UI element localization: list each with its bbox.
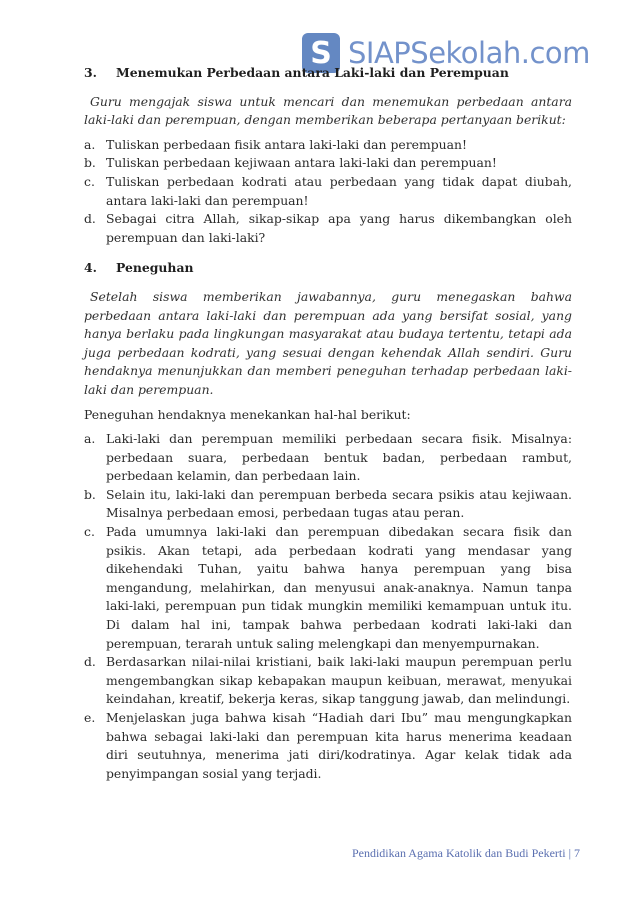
list-item-text: Sebagai citra Allah, sikap-sikap apa yang harus dikembangkan oleh perempuan dan laki-laki?	[106, 211, 572, 245]
list-item-text: Pada umumnya laki-laki dan perempuan dibedakan secara fisik dan psikis. Akan tetapi, ada perbedaan kodrati yang mendasar yang dikehendaki Tuhan, yaitu bahwa hanya perempuan yang bisa mengandung, melahirkan, dan menyusui anak-anaknya. Namun tanpa laki-laki, perempuan pun tidak mungkin memiliki kemampuan untuk itu. Di dalam hal ini, tampak bahwa perbedaan kodrati laki-laki dan perempuan, terarah untuk saling melengkapi dan menyempurnakan.	[106, 524, 572, 651]
list-item	[84, 154, 572, 173]
section-number: 3.	[84, 65, 97, 80]
list-item	[84, 486, 572, 523]
list-marker: b.	[84, 155, 96, 171]
list-item	[84, 173, 572, 210]
list-item-text: Menjelaskan juga bahwa kisah “Hadiah dari Ibu” mau mengungkapkan bahwa sebagai laki-laki dan perempuan kita harus menerima keadaan diri seutuhnya, menerima jati diri/kodratinya. Agar kelak tidak ada penyimpangan sosial yang terjadi.	[106, 710, 572, 781]
list-marker: c.	[84, 524, 95, 540]
list-item-text: Selain itu, laki-laki dan perempuan berbeda secara psikis atau kejiwaan. Misalnya perbedaan emosi, perbedaan tugas atau peran.	[106, 486, 572, 521]
question-list	[84, 136, 572, 248]
list-marker: a.	[84, 136, 96, 152]
section-4-heading	[84, 259, 572, 278]
list-item-text: Tuliskan perbedaan fisik antara laki-laki dan perempuan!	[106, 136, 467, 152]
section-title: Menemukan Perbedaan antara Laki-laki dan Perempuan	[116, 65, 509, 80]
list-item-text: Laki-laki dan perempuan memiliki perbedaan secara fisik. Misalnya: perbedaan suara, perbedaan bentuk badan, perbedaan rambut, perbedaan kelamin, dan perbedaan lain.	[106, 431, 572, 484]
list-marker: a.	[84, 431, 96, 447]
emphasis-list	[84, 430, 572, 783]
section-4-lead: Peneguhan hendaknya menekankan hal-hal berikut:	[84, 406, 411, 422]
watermark-text: SIAPSekolah.com	[348, 36, 590, 70]
list-item	[84, 430, 572, 486]
section-3-heading	[84, 64, 572, 83]
section-number: 4.	[84, 260, 97, 276]
list-marker: d.	[84, 211, 96, 227]
section-4-intro: Setelah siswa memberikan jawabannya, guru menegaskan bahwa perbedaan antara laki-laki dan perempuan ada yang bersifat sosial, yang hanya berlaku pada lingkungan masyarakat atau budaya tertentu, tetapi ada juga perbedaan kodrati, yang sesuai dengan kehendak Allah sendiri. Guru hendaknya menunjukkan dan memberi peneguhan terhadap perbedaan laki-laki dan perempuan.	[84, 288, 572, 397]
list-item-text: Tuliskan perbedaan kejiwaan antara laki-laki dan perempuan!	[106, 155, 497, 171]
list-item	[84, 136, 572, 155]
list-item-text: Tuliskan perbedaan kodrati atau perbedaan yang tidak dapat diubah, antara laki-laki dan perempuan!	[106, 173, 572, 208]
list-item	[84, 709, 572, 783]
list-item-text: Berdasarkan nilai-nilai kristiani, baik laki-laki maupun perempuan perlu mengembangkan sikap kebapakan maupun keibuan, merawat, menyukai keindahan, kreatif, bekerja keras, sikap tanggung jawab, dan melindungi.	[106, 654, 572, 707]
section-title: Peneguhan	[116, 260, 194, 276]
section-3-intro: Guru mengajak siswa untuk mencari dan menemukan perbedaan antara laki-laki dan perempuan, dengan memberikan beberapa pertanyaan berikut:	[84, 93, 572, 128]
page-footer: Pendidikan Agama Katolik dan Budi Pekerti | 7	[351, 846, 580, 860]
list-item	[84, 653, 572, 709]
list-marker: e.	[84, 710, 96, 725]
list-item	[84, 210, 572, 247]
list-marker: d.	[84, 654, 96, 670]
page-content	[84, 64, 572, 783]
list-marker: b.	[84, 486, 96, 502]
list-marker: c.	[84, 173, 95, 189]
list-item	[84, 523, 572, 653]
watermark-logo-icon: S	[302, 33, 340, 73]
